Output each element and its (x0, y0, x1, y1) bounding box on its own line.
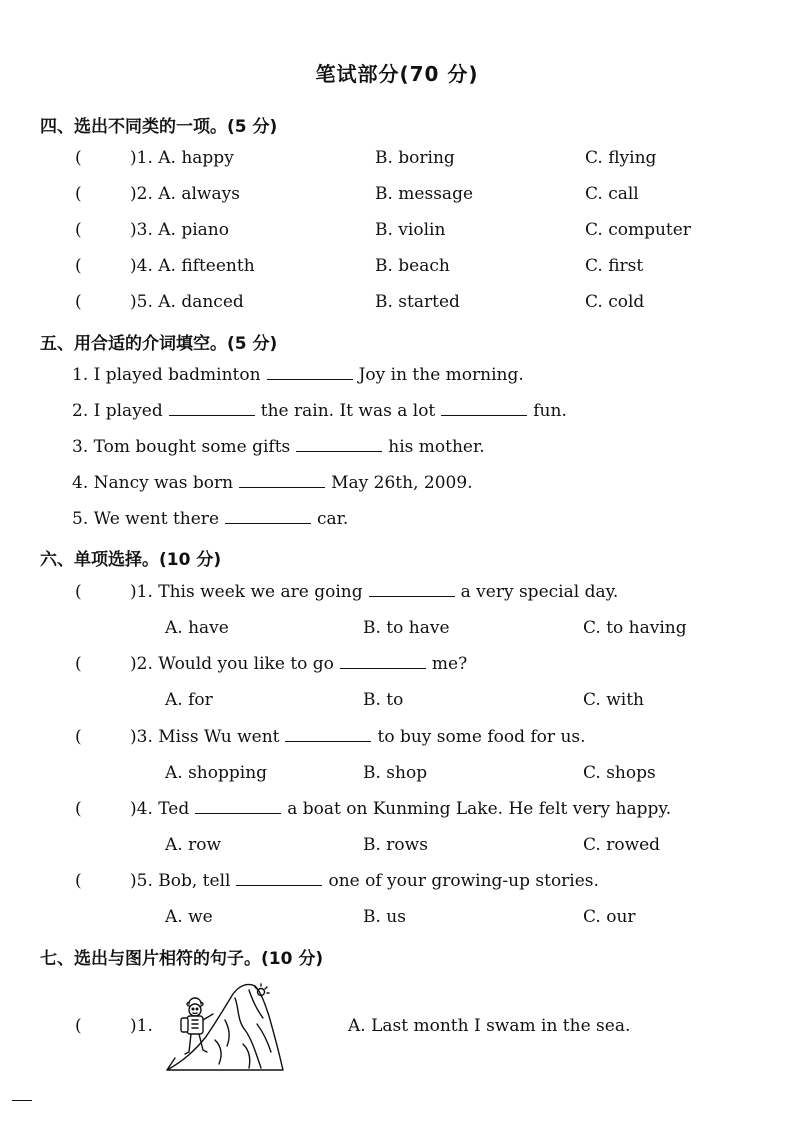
item-option-a: )4. A. fifteenth (130, 256, 255, 276)
section-4-heading: 四、选出不同类的一项。(5 分) (40, 117, 278, 137)
item-option-b: B. started (375, 292, 460, 312)
section-5-heading: 五、用合适的介词填空。(5 分) (40, 334, 278, 354)
section-6-question-2: ( )2. Would you like to go me? (75, 654, 468, 674)
section-7-item-1 (0, 1016, 794, 1038)
section-4-item-5 (0, 292, 794, 314)
option-a: A. have (165, 618, 229, 638)
answer-paren[interactable]: ( (75, 148, 82, 168)
fill-blank[interactable] (239, 486, 325, 488)
answer-paren[interactable]: ( (75, 256, 82, 276)
option-c: C. rowed (583, 835, 661, 855)
section-6-heading: 六、单项选择。(10 分) (40, 550, 222, 570)
fill-blank[interactable] (236, 884, 322, 886)
option-c: C. to having (583, 618, 687, 638)
item-number: )1. (130, 1016, 153, 1036)
option-b: B. to (363, 690, 404, 710)
fill-blank[interactable] (267, 378, 353, 380)
section-6-options-4 (0, 835, 794, 857)
answer-paren[interactable]: ( (75, 799, 82, 819)
section-5-item-1: 1. I played badminton Joy in the morning. (72, 365, 524, 385)
item-option-b: B. beach (375, 256, 450, 276)
option-b: B. us (363, 907, 406, 927)
option-a: A. Last month I swam in the sea. (348, 1016, 631, 1036)
fill-blank[interactable] (441, 414, 527, 416)
item-option-b: B. message (375, 184, 474, 204)
answer-paren[interactable]: ( (75, 220, 82, 240)
section-4-item-3 (0, 220, 794, 242)
section-6-question-5: ( )5. Bob, tell one of your growing-up stories. (75, 871, 599, 891)
item-option-c: C. flying (585, 148, 657, 168)
climbing-mountain-illustration (165, 980, 285, 1076)
answer-paren[interactable]: ( (75, 871, 82, 891)
answer-paren[interactable]: ( (75, 654, 82, 674)
section-6-options-3 (0, 763, 794, 785)
item-option-b: B. violin (375, 220, 446, 240)
option-b: B. shop (363, 763, 428, 783)
section-6-question-4: ( )4. Ted a boat on Kunming Lake. He felt very happy. (75, 799, 672, 819)
page-title: 笔试部分(70 分) (315, 62, 479, 86)
section-5-item-3: 3. Tom bought some gifts his mother. (72, 437, 485, 457)
option-a: A. we (165, 907, 213, 927)
answer-paren[interactable]: ( (75, 727, 82, 747)
option-b: B. rows (363, 835, 428, 855)
fill-blank[interactable] (296, 450, 382, 452)
section-4-item-1 (0, 148, 794, 170)
fill-blank[interactable] (225, 522, 311, 524)
section-5-item-4: 4. Nancy was born May 26th, 2009. (72, 473, 473, 493)
fill-blank[interactable] (369, 595, 455, 597)
item-option-a: )1. A. happy (130, 148, 234, 168)
fill-blank[interactable] (340, 667, 426, 669)
item-option-a: )5. A. danced (130, 292, 244, 312)
fill-blank[interactable] (195, 812, 281, 814)
item-option-a: )3. A. piano (130, 220, 229, 240)
answer-paren[interactable]: ( (75, 582, 82, 602)
option-c: C. with (583, 690, 644, 710)
option-c: C. shops (583, 763, 656, 783)
answer-paren[interactable]: ( (75, 292, 82, 312)
section-6-options-1 (0, 618, 794, 640)
option-a: A. shopping (165, 763, 268, 783)
option-a: A. for (165, 690, 213, 710)
page-edge-mark (12, 1100, 32, 1101)
section-4-item-2 (0, 184, 794, 206)
section-6-options-5 (0, 907, 794, 929)
fill-blank[interactable] (169, 414, 255, 416)
item-option-c: C. first (585, 256, 644, 276)
section-7-heading: 七、选出与图片相符的句子。(10 分) (40, 949, 324, 969)
item-option-a: )2. A. always (130, 184, 240, 204)
fill-blank[interactable] (285, 740, 371, 742)
section-6-options-2 (0, 690, 794, 712)
item-option-c: C. call (585, 184, 639, 204)
item-option-b: B. boring (375, 148, 455, 168)
section-5-item-5: 5. We went there car. (72, 509, 349, 529)
answer-paren[interactable]: ( (75, 184, 82, 204)
option-a: A. row (165, 835, 221, 855)
item-option-c: C. cold (585, 292, 645, 312)
item-option-c: C. computer (585, 220, 691, 240)
section-6-question-1: ( )1. This week we are going a very special day. (75, 582, 619, 602)
option-b: B. to have (363, 618, 450, 638)
section-4-item-4 (0, 256, 794, 278)
section-6-question-3: ( )3. Miss Wu went to buy some food for us. (75, 727, 586, 747)
answer-paren[interactable]: ( (75, 1016, 82, 1036)
option-c: C. our (583, 907, 636, 927)
section-5-item-2: 2. I played the rain. It was a lot fun. (72, 401, 567, 421)
